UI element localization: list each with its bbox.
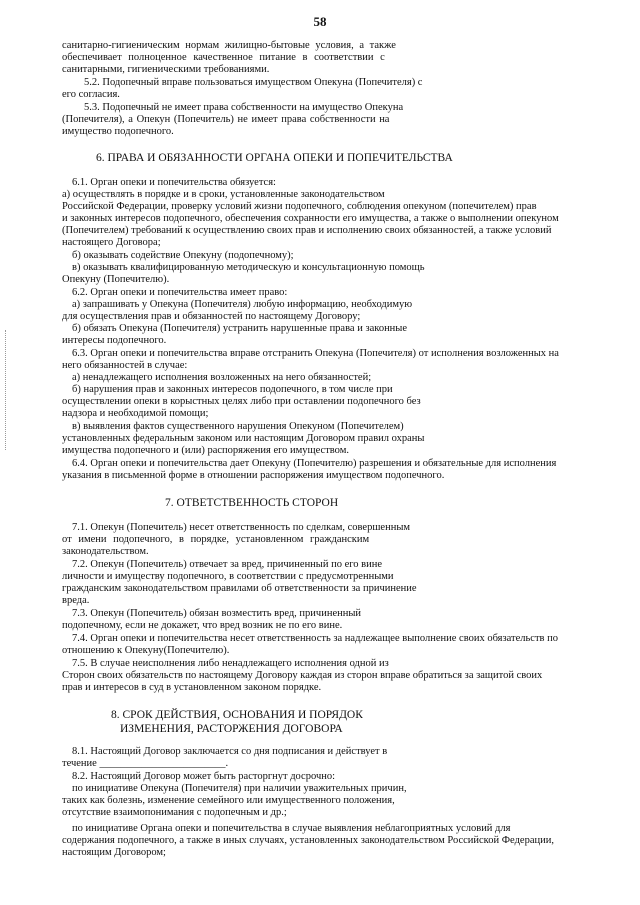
text-line: 5.2. Подопечный вправе пользоваться имуществом Опекуна (Попечителя) с	[84, 77, 423, 88]
text-line: прав и интересов в суд в установленном законом порядке.	[62, 682, 322, 693]
text-line: а) запрашивать у Опекуна (Попечителя) любую информацию, необходимую	[72, 299, 413, 310]
text-line: него обязанностей в случае:	[62, 360, 188, 371]
text-line: Сторон своих обязательств по настоящему Договору каждая из сторон вправе обратиться за защитой своих	[62, 670, 543, 681]
text-line: таких как болезнь, изменение семейного или имущественного положения,	[62, 795, 395, 806]
text-line: личности и имуществу подопечного, в соответствии с предусмотренными	[62, 571, 394, 582]
text-line: подопечному, если не докажет, что вред возник не по его вине.	[62, 620, 343, 631]
text-line: 5.3. Подопечный не имеет права собственности на имущество Опекуна	[84, 102, 404, 113]
text-line: б) обязать Опекуна (Попечителя) устранить нарушенные права и законные	[72, 323, 408, 334]
text-line: 7.1. Опекун (Попечитель) несет ответственность по сделкам, совершенным	[72, 522, 411, 533]
text-line: в) выявления фактов существенного нарушения Опекуном (Попечителем)	[72, 421, 404, 432]
section-heading-8: 8. СРОК ДЕЙСТВИЯ, ОСНОВАНИЯ И ПОРЯДОК	[111, 709, 363, 721]
text-line: настоящего Договора;	[62, 237, 161, 248]
section-heading-6: 6. ПРАВА И ОБЯЗАННОСТИ ОРГАНА ОПЕКИ И ПОПЕЧИТЕЛЬСТВА	[96, 152, 453, 164]
text-line: 7.2. Опекун (Попечитель) отвечает за вред, причиненный по его вине	[72, 559, 383, 570]
text-line: от имени подопечного, в порядке, установленном гражданским	[62, 534, 370, 545]
text-line: 6.4. Орган опеки и попечительства дает Опекуну (Попечителю) разрешения и обязательные для исполнения	[72, 458, 557, 469]
text-line: законодательством.	[62, 546, 149, 557]
text-line: и законных интересов подопечного, обеспечения сохранности его имущества, а также о выполнении опекуном	[62, 213, 559, 224]
text-line: б) оказывать содействие Опекуну (подопечному);	[72, 250, 294, 261]
text-line: в) оказывать квалифицированную методическую и консультационную помощь	[72, 262, 425, 273]
text-line: его согласия.	[62, 89, 120, 100]
text-line: отсутствие взаимопонимания с подопечным и др.;	[62, 807, 287, 818]
text-line: 8.2. Настоящий Договор может быть расторгнут досрочно:	[72, 771, 336, 782]
text-line: имущества подопечного и (или) распоряжения его имуществом.	[62, 445, 350, 456]
section-heading-8-cont: ИЗМЕНЕНИЯ, РАСТОРЖЕНИЯ ДОГОВОРА	[120, 723, 343, 735]
text-line: 7.5. В случае неисполнения либо ненадлежащего исполнения одной из	[72, 658, 389, 669]
text-line: (Попечителя), а Опекун (Попечитель) не имеет права собственности на	[62, 114, 390, 125]
text-line: а) осуществлять в порядке и в сроки, установленные законодательством	[62, 189, 385, 200]
text-line: установленных федеральным законом или настоящим Договором правил охраны	[62, 433, 425, 444]
text-line: отношению к Опекуну(Попечителю).	[62, 645, 230, 656]
text-line: течение ________________________.	[62, 758, 229, 769]
text-line: интересы подопечного.	[62, 335, 167, 346]
text-line: санитарно-гигиеническим нормам жилищно-бытовые условия, а также	[62, 40, 396, 51]
text-line: имущество подопечного.	[62, 126, 174, 137]
text-line: 7.3. Опекун (Попечитель) обязан возместить вред, причиненный	[72, 608, 362, 619]
text-line: содержания подопечного, а также в иных случаях, установленных законодательством Российской Федерации,	[62, 835, 554, 846]
text-line: 6.2. Орган опеки и попечительства имеет право:	[72, 287, 288, 298]
text-line: Опекуну (Попечителю).	[62, 274, 170, 285]
text-line: указания в письменной форме в отношении распоряжения имуществом подопечного.	[62, 470, 445, 481]
text-line: 6.1. Орган опеки и попечительства обязуется:	[72, 177, 276, 188]
text-line: 7.4. Орган опеки и попечительства несет ответственность за надлежащее выполнение своих обязательств по	[72, 633, 559, 644]
margin-scan-mark	[5, 330, 7, 450]
text-line: настоящим Договором;	[62, 847, 166, 858]
text-line: надзора и необходимой помощи;	[62, 408, 209, 419]
text-line: 8.1. Настоящий Договор заключается со дня подписания и действует в	[72, 746, 388, 757]
text-line: б) нарушения прав и законных интересов подопечного, в том числе при	[72, 384, 393, 395]
text-line: Российской Федерации, проверку условий жизни подопечного, соблюдения опекуном (попечителем) прав	[62, 201, 537, 212]
text-line: осуществлении опеки в корыстных целях либо при оставлении подопечного без	[62, 396, 421, 407]
text-line: а) ненадлежащего исполнения возложенных на него обязанностей;	[72, 372, 372, 383]
text-line: по инициативе Органа опеки и попечительства в случае выявления неблагоприятных условий для	[72, 823, 511, 834]
page-number: 58	[313, 14, 327, 29]
section-heading-7: 7. ОТВЕТСТВЕННОСТЬ СТОРОН	[165, 497, 339, 509]
text-line: по инициативе Опекуна (Попечителя) при наличии уважительных причин,	[72, 783, 407, 794]
text-line: (Попечителем) требований к осуществлению своих прав и исполнению своих обязанностей, а также условий	[62, 225, 552, 236]
text-line: гражданским законодательством правилами об ответственности за причинение	[62, 583, 417, 594]
text-line: обеспечивает полноценное качественное питание в соответствии с	[62, 52, 385, 63]
text-line: санитарными, гигиеническими требованиями.	[62, 64, 270, 75]
text-line: для осуществления прав и обязанностей по настоящему Договору;	[62, 311, 361, 322]
text-line: 6.3. Орган опеки и попечительства вправе отстранить Опекуна (Попечителя) от исполнения возложенных на	[72, 348, 559, 359]
text-line: вреда.	[62, 595, 90, 606]
